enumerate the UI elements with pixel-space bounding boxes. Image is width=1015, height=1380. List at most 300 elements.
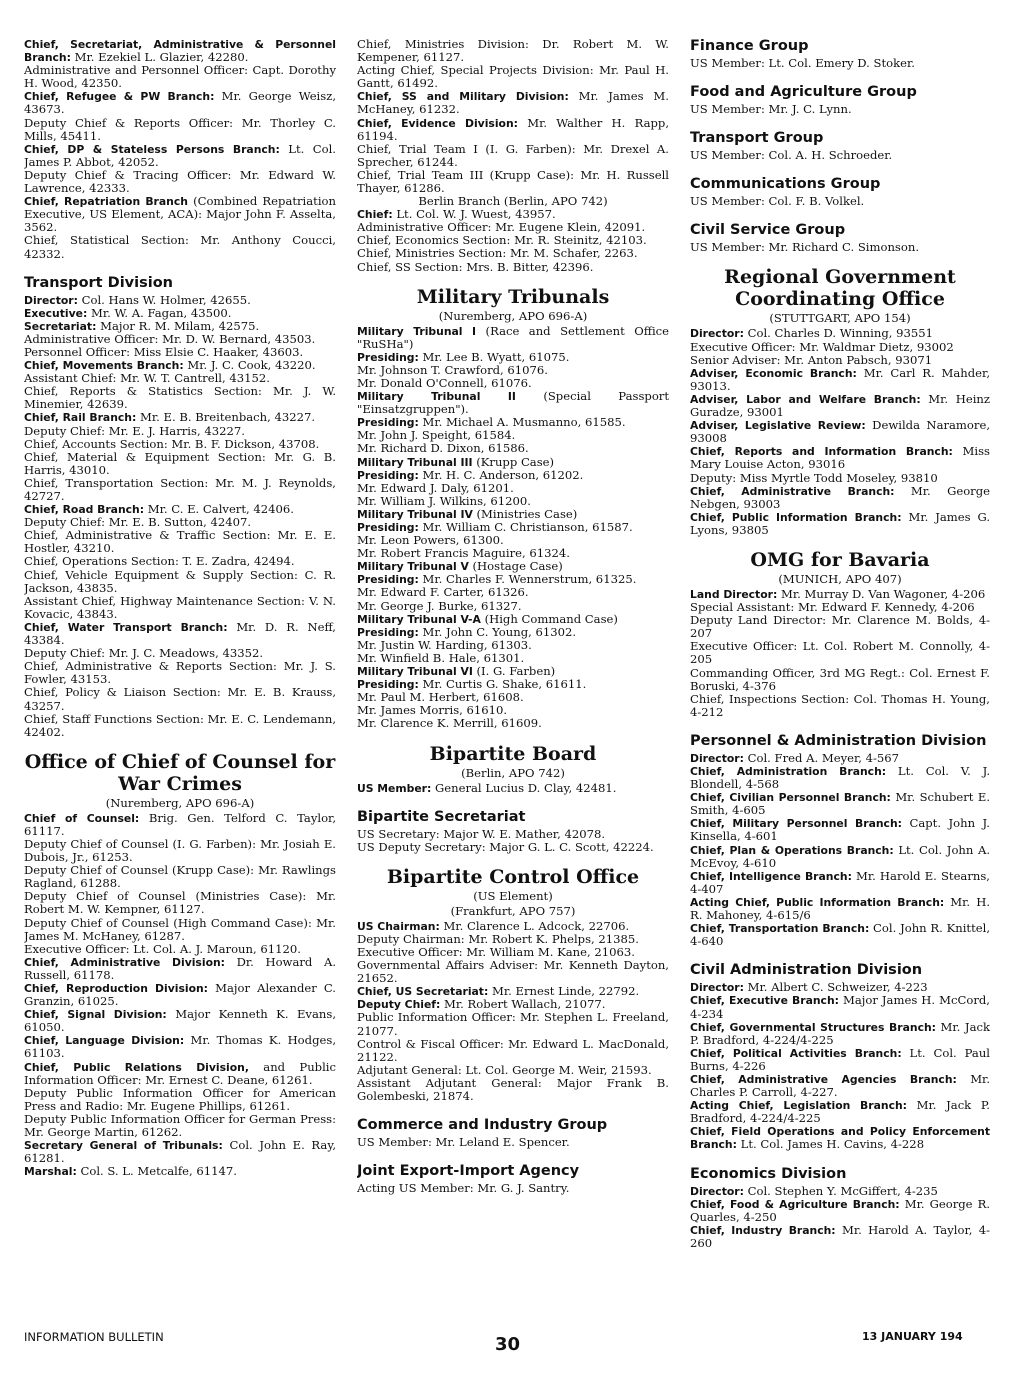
directory-entry <box>357 325 669 351</box>
entry-label: Military Tribunal V <box>357 560 469 574</box>
entry-text: Chief, Accounts Section: Mr. B. F. Dickson, 43708. <box>24 436 320 451</box>
directory-entry <box>690 149 990 162</box>
directory-entry <box>24 90 336 116</box>
entry-text: Mr. James Morris, 61610. <box>357 703 508 718</box>
division-heading: Commerce and Industry Group <box>357 1117 608 1134</box>
entry-text: Chief, Reports & Statistics Section: Mr. J. W. Minemier, 42639. <box>24 384 336 412</box>
entry-text: Mr. D. R. Neff, 43384. <box>24 619 336 648</box>
entry-text: Mr. Richard D. Dixon, 61586. <box>357 441 529 456</box>
entry-text: and Public Information Officer: Mr. Ernest C. Deane, 61261. <box>24 1059 336 1087</box>
directory-entry <box>690 870 990 896</box>
directory-entry <box>24 812 336 838</box>
entry-text: Brig. Gen. Telford C. Taylor, 61117. <box>24 810 336 838</box>
entry-label: Chief, Reports and Information Branch: <box>690 445 953 459</box>
entry-label: Deputy Chief: <box>357 998 441 1012</box>
directory-entry <box>24 38 336 64</box>
entry-text: Mr. Walther H. Rapp, 61194. <box>357 115 669 143</box>
entry-label: Chief, Civilian Personnel Branch: <box>690 791 891 805</box>
directory-entry <box>357 1077 669 1103</box>
directory-entry <box>690 1224 990 1250</box>
entry-text: Control & Fiscal Officer: Mr. Edward L. MacDonald, 21122. <box>357 1036 669 1064</box>
entry-text: Mr. Lee B. Wyatt, 61075. <box>422 349 570 364</box>
directory-entry <box>24 195 336 234</box>
entry-text: Executive Officer: Lt. Col. A. J. Maroun, 61120. <box>24 941 301 956</box>
entry-label: Presiding: <box>357 678 419 692</box>
directory-entry <box>24 1061 336 1087</box>
entry-text: Col. Hans W. Holmer, 42655. <box>81 292 251 307</box>
directory-entry <box>24 956 336 982</box>
directory-entry <box>690 393 990 419</box>
entry-label: Secretariat: <box>24 319 97 333</box>
entry-text: Mr. Murray D. Van Wagoner, 4-206 <box>780 586 986 601</box>
entry-text: Acting Chief, Special Projects Division: Mr. Paul H. Gantt, 61492. <box>357 63 669 91</box>
section-location: (Nuremberg, APO 696-A) <box>105 795 255 810</box>
entry-label: Chief, Signal Division: <box>24 1008 167 1022</box>
entry-text: Chief, Operations Section: T. E. Zadra, 42494. <box>24 554 295 569</box>
entry-text: Chief, Staff Functions Section: Mr. E. C. Lendemann, 42402. <box>24 711 336 739</box>
entry-text: Mr. H. R. Mahoney, 4-615/6 <box>690 894 990 923</box>
entry-text: Acting US Member: Mr. G. J. Santry. <box>357 1181 570 1196</box>
entry-label: Chief, SS and Military Division: <box>357 90 569 104</box>
entry-text: Major R. M. Milam, 42575. <box>100 318 260 333</box>
footer-publication-title: INFORMATION BULLETIN <box>24 1330 164 1344</box>
entry-text: Chief, Ministries Division: Dr. Robert M. W. Kempener, 61127. <box>357 38 669 65</box>
entry-label: Chief, Repatriation Branch <box>24 195 188 209</box>
entry-text: Mr. Thomas K. Hodges, 61103. <box>24 1033 336 1061</box>
entry-label: Presiding: <box>357 573 419 587</box>
entry-text: US Secretary: Major W. E. Mather, 42078. <box>357 826 606 841</box>
entry-label: Chief, Rail Branch: <box>24 411 137 425</box>
entry-text: Mr. John J. Speight, 61584. <box>357 428 516 443</box>
entry-text: Senior Adviser: Mr. Anton Pabsch, 93071 <box>690 352 933 367</box>
directory-entry <box>690 844 990 870</box>
directory-entry <box>690 367 990 393</box>
section-title: Office of Chief of Counsel for War Crimes <box>24 750 336 795</box>
directory-entry <box>357 959 669 985</box>
entry-label: Chief of Counsel: <box>24 811 140 825</box>
entry-label: Chief, Industry Branch: <box>690 1223 836 1237</box>
entry-text: Deputy Chief of Counsel (Ministries Case): Mr. Robert M. W. Kempner, 61127. <box>24 889 336 917</box>
entry-text: Mr. John C. Young, 61302. <box>422 624 577 639</box>
directory-entry <box>357 782 669 795</box>
entry-text: Mr. Curtis G. Shake, 61611. <box>422 677 587 692</box>
entry-text: General Lucius D. Clay, 42481. <box>435 780 617 795</box>
directory-entry <box>24 385 336 411</box>
entry-text: Deputy Chairman: Mr. Robert K. Phelps, 21385. <box>357 931 639 946</box>
directory-entry <box>357 841 669 854</box>
entry-label: Chief, Governmental Structures Branch: <box>690 1020 936 1034</box>
entry-text: US Member: Mr. Leland E. Spencer. <box>357 1135 570 1150</box>
entry-label: Chief, Administrative Agencies Branch: <box>690 1072 957 1086</box>
entry-label: Presiding: <box>357 468 419 482</box>
entry-label: Chief, Public Information Branch: <box>690 510 902 524</box>
entry-text: US Member: Col. A. H. Schroeder. <box>690 148 893 163</box>
branch-subheading: Berlin Branch (Berlin, APO 742) <box>418 194 608 209</box>
entry-text: Mr. Harold E. Stearns, 4-407 <box>690 868 990 896</box>
directory-entry <box>690 765 990 791</box>
section-title: OMG for Bavaria <box>750 548 930 571</box>
entry-text: Mr. Jack P. Bradford, 4-224/4-225 <box>690 1019 990 1047</box>
entry-text: US Member: Mr. J. C. Lynn. <box>690 102 852 117</box>
entry-text: Chief, Trial Team III (Krupp Case): Mr. H. Russell Thayer, 61286. <box>357 167 669 196</box>
division-heading: Civil Service Group <box>690 222 846 239</box>
entry-text: Deputy Chief: Mr. E. J. Harris, 43227. <box>24 423 245 438</box>
directory-entry <box>357 143 669 169</box>
directory-entry <box>357 390 669 416</box>
entry-label: Director: <box>690 327 744 341</box>
directory-entry <box>690 1073 990 1099</box>
directory-entry <box>24 1113 336 1139</box>
directory-entry <box>24 982 336 1008</box>
entry-text: US Deputy Secretary: Major G. L. C. Scott, 42224. <box>357 839 654 854</box>
entry-text: Chief, SS Section: Mrs. B. Bitter, 42396. <box>357 259 594 274</box>
entry-text: (I. G. Farben) <box>476 664 556 679</box>
entry-label: Chief, Water Transport Branch: <box>24 620 228 634</box>
section-location: (MUNICH, APO 407) <box>778 571 902 586</box>
entry-label: US Member: <box>357 781 432 795</box>
entry-text: Deputy Public Information Officer for American Press and Radio: Mr. Eugene Phillips, 61261. <box>24 1085 336 1113</box>
entry-text: Mr. Harold A. Taylor, 4-260 <box>690 1222 990 1250</box>
column-right <box>690 38 990 1320</box>
entry-text: Mr. J. C. Cook, 43220. <box>187 358 316 373</box>
directory-entry <box>690 640 990 666</box>
entry-text: Mr. Carl R. Mahder, 93013. <box>690 365 990 393</box>
entry-label: Director: <box>690 981 744 995</box>
entry-text: Mr. Ernest Linde, 22792. <box>491 984 640 999</box>
entry-text: US Member: Mr. Richard C. Simonson. <box>690 240 920 255</box>
division-heading: Civil Administration Division <box>690 962 923 979</box>
directory-entry <box>357 38 669 64</box>
directory-entry <box>24 234 336 260</box>
entry-text: Mr. W. A. Fagan, 43500. <box>90 305 232 320</box>
directory-entry <box>24 1139 336 1165</box>
division-heading: Bipartite Secretariat <box>357 808 526 825</box>
entry-text: Administrative Officer: Mr. Eugene Klein, 42091. <box>357 220 646 235</box>
entry-text: Mr. Michael A. Musmanno, 61585. <box>422 415 626 430</box>
entry-text: Assistant Adjutant General: Major Frank B. Golembeski, 21874. <box>357 1075 669 1103</box>
entry-text: Chief, Statistical Section: Mr. Anthony Coucci, 42332. <box>24 233 336 261</box>
entry-text: Lt. Col. Paul Burns, 4-226 <box>690 1045 990 1073</box>
entry-text: Assistant Chief: Mr. W. T. Cantrell, 43152. <box>24 371 270 386</box>
entry-label: Chief, Political Activities Branch: <box>690 1046 902 1060</box>
entry-text: (High Command Case) <box>484 611 618 626</box>
directory-entry <box>24 660 336 686</box>
entry-text: US Member: Lt. Col. Emery D. Stoker. <box>690 56 915 70</box>
section-location: (US Element) <box>473 888 553 903</box>
directory-entry <box>24 713 336 739</box>
entry-label: Chief, Field Operations and Policy Enforcement Branch: <box>690 1125 990 1152</box>
entry-text: Executive Officer: Mr. William M. Kane, 21063. <box>357 944 635 959</box>
entry-label: Chief, Public Relations Division, <box>24 1060 249 1074</box>
entry-text: Col. John E. Ray, 61281. <box>24 1138 336 1166</box>
entry-text: (Race and Settlement Office "RuSHa") <box>357 323 669 351</box>
division-heading: Personnel & Administration Division <box>690 732 987 749</box>
entry-text: Chief, Administrative & Traffic Section: Mr. E. E. Hostler, 43210. <box>24 528 336 556</box>
directory-entry <box>690 1125 990 1151</box>
entry-label: Chief, Executive Branch: <box>690 994 839 1008</box>
entry-label: Chief, US Secretariat: <box>357 985 489 999</box>
entry-text: Mr. Paul M. Herbert, 61608. <box>357 690 524 705</box>
entry-text: Chief, Economics Section: Mr. R. Steinitz, 42103. <box>357 233 647 248</box>
entry-text: Mr. Heinz Guradze, 93001 <box>690 391 990 420</box>
section-location: (Berlin, APO 742) <box>461 765 565 780</box>
entry-text: (Hostage Case) <box>472 559 563 574</box>
directory-entry <box>690 1099 990 1125</box>
directory-entry <box>690 1021 990 1047</box>
entry-label: Adviser, Legislative Review: <box>690 419 866 433</box>
directory-entry <box>690 994 990 1020</box>
entry-text: Special Assistant: Mr. Edward F. Kennedy, 4-206 <box>690 600 975 615</box>
entry-text: Chief, Material & Equipment Section: Mr. G. B. Harris, 43010. <box>24 449 336 477</box>
entry-label: Chief, Administrative Division: <box>24 955 225 969</box>
directory-entry <box>690 445 990 471</box>
directory-entry <box>690 1198 990 1224</box>
entry-text: Deputy Chief of Counsel (I. G. Farben): Mr. Josiah E. Dubois, Jr., 61253. <box>24 836 336 865</box>
entry-text: Lt. Col. James P. Abbot, 42052. <box>24 141 336 169</box>
entry-text: (Special Passport "Einsatzgruppen"). <box>357 389 669 417</box>
entry-text: Deputy Chief & Reports Officer: Mr. Thorley C. Mills, 45411. <box>24 115 336 143</box>
entry-text: Deputy Chief of Counsel (Krupp Case): Mr. Rawlings Ragland, 61288. <box>24 863 336 891</box>
entry-text: Mr. Schubert E. Smith, 4-605 <box>690 790 990 818</box>
directory-entry <box>690 57 990 70</box>
entry-text: Mr. Ezekiel L. Glazier, 42280. <box>74 50 249 65</box>
entry-text: Capt. John J. Kinsella, 4-601 <box>690 816 990 844</box>
directory-entry <box>24 169 336 195</box>
entry-label: Acting Chief, Legislation Branch: <box>690 1099 907 1113</box>
entry-text: Miss Mary Louise Acton, 93016 <box>690 444 990 472</box>
directory-entry <box>24 143 336 169</box>
entry-text: Lt. Col. John A. McEvoy, 4-610 <box>690 842 990 870</box>
entry-label: Secretary General of Tribunals: <box>24 1139 223 1153</box>
entry-text: Commanding Officer, 3rd MG Regt.: Col. Ernest F. Boruski, 4-376 <box>690 665 990 693</box>
directory-entry <box>690 103 990 116</box>
entry-text: Administrative Officer: Mr. D. W. Bernard, 43503. <box>24 331 316 346</box>
directory-entry <box>690 511 990 537</box>
section-title: Bipartite Board <box>429 742 597 765</box>
entry-text: Lt. Col. W. J. Wuest, 43957. <box>396 207 556 222</box>
entry-text: Mr. Charles F. Wennerstrum, 61325. <box>422 572 637 587</box>
entry-label: Chief, Administration Branch: <box>690 765 887 778</box>
entry-text: Mr. H. C. Anderson, 61202. <box>422 467 584 482</box>
division-heading: Joint Export-Import Agency <box>357 1163 580 1180</box>
entry-text: Mr. William C. Christianson, 61587. <box>422 520 633 534</box>
entry-text: Mr. George Weisz, 43673. <box>24 89 336 117</box>
entry-text: Col. John R. Knittel, 4-640 <box>690 921 990 949</box>
entry-label: Adviser, Labor and Welfare Branch: <box>690 392 921 406</box>
section-title: Regional Government Coordinating Office <box>724 266 956 311</box>
entry-text: Mr. Johnson T. Crawford, 61076. <box>357 362 548 377</box>
section-location: (Frankfurt, APO 757) <box>450 903 576 918</box>
entry-text: Mr. Edward F. Carter, 61326. <box>357 585 529 600</box>
column-middle <box>357 38 669 1320</box>
entry-label: Executive: <box>24 306 88 320</box>
entry-label: Adviser, Economic Branch: <box>690 366 857 380</box>
entry-text: Mr. William J. Wilkins, 61200. <box>357 493 531 508</box>
entry-label: Chief, Movements Branch: <box>24 359 184 373</box>
entry-text: Col. Fred A. Meyer, 4-567 <box>747 750 900 765</box>
entry-label: Chief, Transportation Branch: <box>690 922 870 936</box>
entry-label: Chief, DP & Stateless Persons Branch: <box>24 142 280 156</box>
directory-entry <box>690 1047 990 1073</box>
directory-entry <box>357 117 669 143</box>
entry-label: Director: <box>690 1184 744 1198</box>
entry-text: Executive Officer: Mr. Waldmar Dietz, 93002 <box>690 339 954 354</box>
directory-entry <box>24 64 336 90</box>
directory-entry <box>357 717 669 730</box>
entry-text: Mr. Edward J. Daly, 61201. <box>357 480 514 495</box>
division-heading: Transport Division <box>24 274 173 291</box>
directory-entry <box>690 419 990 445</box>
entry-text: Chief, Administrative & Reports Section: Mr. J. S. Fowler, 43153. <box>24 659 336 687</box>
entry-label: Chief: <box>357 208 393 222</box>
entry-text: Mr. Charles P. Carroll, 4-227. <box>690 1071 990 1100</box>
directory-entry <box>690 241 990 254</box>
directory-entry <box>690 817 990 843</box>
entry-label: Chief, Military Personnel Branch: <box>690 817 902 831</box>
entry-text: Personnel Officer: Miss Elsie C. Haaker, 43603. <box>24 344 304 359</box>
directory-entry <box>24 917 336 943</box>
entry-text: Mr. Robert Wallach, 21077. <box>444 997 606 1012</box>
directory-entry <box>690 614 990 640</box>
entry-text: Mr. Clarence L. Adcock, 22706. <box>443 918 630 933</box>
entry-text: Chief, Ministries Section: Mr. M. Schafer, 2263. <box>357 246 638 261</box>
entry-text: US Member: Col. F. B. Volkel. <box>690 194 865 209</box>
directory-entry <box>357 1182 669 1195</box>
entry-label: Chief, Secretariat, Administrative & Personnel Branch: <box>24 38 336 65</box>
entry-label: Director: <box>690 751 744 765</box>
entry-text: Deputy Chief: Mr. E. B. Sutton, 42407. <box>24 515 252 530</box>
entry-text: Dewilda Naramore, 93008 <box>690 418 990 446</box>
division-heading: Communications Group <box>690 176 881 193</box>
entry-text: Chief, Policy & Liaison Section: Mr. E. B. Krauss, 43257. <box>24 685 336 713</box>
directory-entry <box>357 90 669 116</box>
entry-label: Presiding: <box>357 350 419 364</box>
footer-page-number: 30 <box>495 1334 521 1355</box>
entry-text: (Krupp Case) <box>476 454 555 469</box>
section-title: Military Tribunals <box>416 285 610 308</box>
entry-label: Presiding: <box>357 416 419 430</box>
entry-label: Military Tribunal V-A <box>357 612 481 626</box>
entry-text: (Ministries Case) <box>476 506 578 521</box>
entry-text: Adjutant General: Lt. Col. George M. Weir, 21593. <box>357 1062 652 1077</box>
entry-text: Major Kenneth K. Evans, 61050. <box>24 1007 336 1035</box>
entry-text: Lt. Col. V. J. Blondell, 4-568 <box>690 764 990 792</box>
entry-text: Public Information Officer: Mr. Stephen L. Freeland, 21077. <box>357 1010 669 1038</box>
entry-label: Chief, Food & Agriculture Branch: <box>690 1197 900 1211</box>
entry-text: Major James H. McCord, 4-234 <box>690 993 990 1021</box>
directory-entry <box>690 485 990 511</box>
entry-text: Mr. Jack P. Bradford, 4-224/4-225 <box>690 1098 990 1126</box>
directory-entry <box>24 529 336 555</box>
directory-entry <box>24 451 336 477</box>
entry-text: Col. S. L. Metcalfe, 61147. <box>80 1164 237 1179</box>
directory-entry <box>690 693 990 719</box>
directory-entry <box>24 864 336 890</box>
entry-label: Military Tribunal I <box>357 324 477 338</box>
entry-text: Executive Officer: Lt. Col. Robert M. Connolly, 4-205 <box>690 639 990 667</box>
entry-label: Land Director: <box>690 587 778 601</box>
entry-text: Chief, Trial Team I (I. G. Farben): Mr. Drexel A. Sprecher, 61244. <box>357 141 669 169</box>
entry-label: Military Tribunal II <box>357 390 516 404</box>
entry-text: Deputy Chief & Tracing Officer: Mr. Edward W. Lawrence, 42333. <box>24 167 336 196</box>
section-location: (STUTTGART, APO 154) <box>769 311 911 326</box>
directory-entry <box>357 169 669 195</box>
entry-label: Chief, Reproduction Division: <box>24 982 208 995</box>
entry-label: Military Tribunal IV <box>357 507 473 521</box>
entry-text: Deputy Public Information Officer for German Press: Mr. George Martin, 61262. <box>24 1111 336 1140</box>
division-heading: Finance Group <box>690 38 809 54</box>
directory-entry <box>24 838 336 864</box>
entry-text: Mr. C. E. Calvert, 42406. <box>147 502 294 517</box>
entry-text: Deputy: Miss Myrtle Todd Moseley, 93810 <box>690 470 938 485</box>
column-left <box>24 38 336 1320</box>
entry-text: Mr. Justin W. Harding, 61303. <box>357 637 532 652</box>
entry-label: Director: <box>24 293 78 307</box>
entry-text: Lt. Col. James H. Cavins, 4-228 <box>740 1137 925 1152</box>
entry-text: Mr. James M. McHaney, 61232. <box>357 89 669 117</box>
directory-entry <box>24 569 336 595</box>
directory-entry <box>690 791 990 817</box>
directory-entry <box>690 195 990 208</box>
division-heading: Economics Division <box>690 1165 847 1182</box>
entry-label: Chief, Administrative Branch: <box>690 484 895 498</box>
entry-text: Deputy Chief: Mr. J. C. Meadows, 43352. <box>24 646 264 661</box>
division-heading: Transport Group <box>690 130 824 147</box>
directory-entry <box>24 1165 336 1178</box>
entry-text: Deputy Chief of Counsel (High Command Case): Mr. James M. McHaney, 61287. <box>24 915 336 943</box>
directory-entry <box>357 1136 669 1149</box>
entry-label: Marshal: <box>24 1165 77 1179</box>
entry-text: Chief, Inspections Section: Col. Thomas H. Young, 4-212 <box>690 691 990 719</box>
entry-label: Chief, Plan & Operations Branch: <box>690 843 894 857</box>
section-title: Bipartite Control Office <box>386 865 640 888</box>
entry-text: Mr. Winfield B. Hale, 61301. <box>357 650 525 665</box>
entry-text: Mr. Leon Powers, 61300. <box>357 533 504 548</box>
division-heading: Food and Agriculture Group <box>690 84 917 101</box>
directory-entry <box>357 1038 669 1064</box>
entry-label: Military Tribunal VI <box>357 665 473 679</box>
directory-entry <box>690 896 990 922</box>
section-location: (Nuremberg, APO 696-A) <box>438 308 588 323</box>
directory-entry <box>357 1011 669 1037</box>
entry-label: Chief, Evidence Division: <box>357 116 518 130</box>
entry-text: Mr. George J. Burke, 61327. <box>357 598 522 613</box>
entry-label: Chief, Language Division: <box>24 1034 185 1048</box>
entry-label: Military Tribunal III <box>357 455 473 469</box>
entry-text: Mr. George Nebgen, 93003 <box>690 483 990 511</box>
entry-text: Mr. James G. Lyons, 93805 <box>690 509 990 537</box>
entry-label: Chief, Road Branch: <box>24 503 145 517</box>
entry-text: Chief, Vehicle Equipment & Supply Section: C. R. Jackson, 43835. <box>24 567 336 595</box>
entry-label: Presiding: <box>357 521 419 534</box>
entry-label: US Chairman: <box>357 919 440 933</box>
entry-label: Chief, Intelligence Branch: <box>690 869 852 883</box>
directory-entry <box>357 64 669 90</box>
directory-entry <box>24 1008 336 1034</box>
entry-text: Mr. Albert C. Schweizer, 4-223 <box>747 980 928 995</box>
directory-entry <box>24 686 336 712</box>
entry-text: Mr. George R. Quarles, 4-250 <box>690 1196 990 1224</box>
entry-text: Mr. Donald O'Connell, 61076. <box>357 375 532 390</box>
entry-label: Acting Chief, Public Information Branch: <box>690 895 945 909</box>
entry-text: Dr. Howard A. Russell, 61178. <box>24 954 336 982</box>
entry-label: Presiding: <box>357 625 419 639</box>
entry-text: Major Alexander C. Granzin, 61025. <box>24 981 336 1009</box>
entry-text: Chief, Transportation Section: Mr. M. J. Reynolds, 42727. <box>24 475 336 503</box>
directory-entry <box>690 667 990 693</box>
entry-text: Mr. Clarence K. Merrill, 61609. <box>357 716 542 731</box>
directory-entry <box>24 890 336 916</box>
